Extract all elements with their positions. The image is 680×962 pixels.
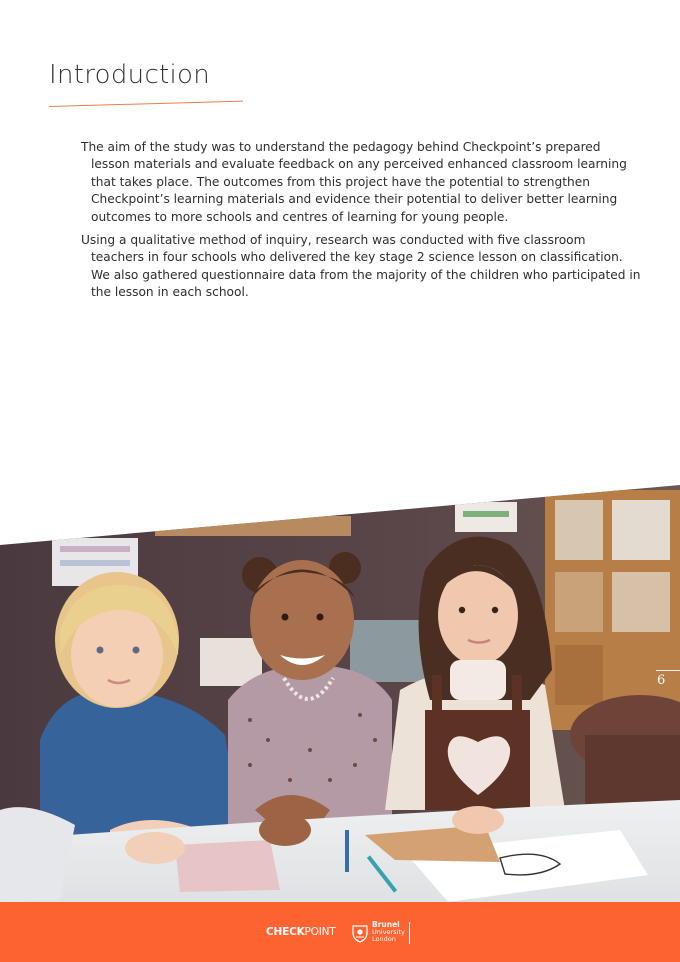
brand-light: POINT	[304, 926, 336, 938]
university-name	[372, 921, 405, 944]
paragraph-1: The aim of the study was to understand the pedagogy behind Checkpoint’s prepared lesson materials and evaluate feedback on any perceived enhanced classroom learning that takes place. The outcomes from this project have the potential to strengthen Checkpoint’s learning materials and evidence their potential to deliver better learning outcomes to more schools and centres of learning for young people.	[81, 140, 627, 224]
university-line3: London	[372, 935, 396, 943]
checkpoint-logo	[266, 926, 335, 938]
brand-bold: CHECK	[266, 926, 305, 938]
page-title: Introduction	[49, 60, 211, 90]
intro-body	[81, 139, 641, 308]
page-number-tick	[656, 670, 680, 671]
brunel-university-logo	[351, 921, 421, 945]
footer-bar	[0, 902, 680, 962]
university-line1: Brunel	[372, 920, 400, 929]
university-crest-icon	[351, 923, 369, 943]
page-number: 6	[657, 673, 666, 688]
children-in-classroom-photo	[0, 480, 680, 902]
paragraph-2: Using a qualitative method of inquiry, research was conducted with five classroom teachers in four schools who delivered the key stage 2 science lesson on classification. We also gathered questionnaire data from the majority of the children who participated in the lesson in each school.	[81, 233, 641, 300]
logo-divider	[409, 922, 410, 944]
university-line2: University	[372, 927, 405, 936]
title-underline	[49, 101, 243, 107]
